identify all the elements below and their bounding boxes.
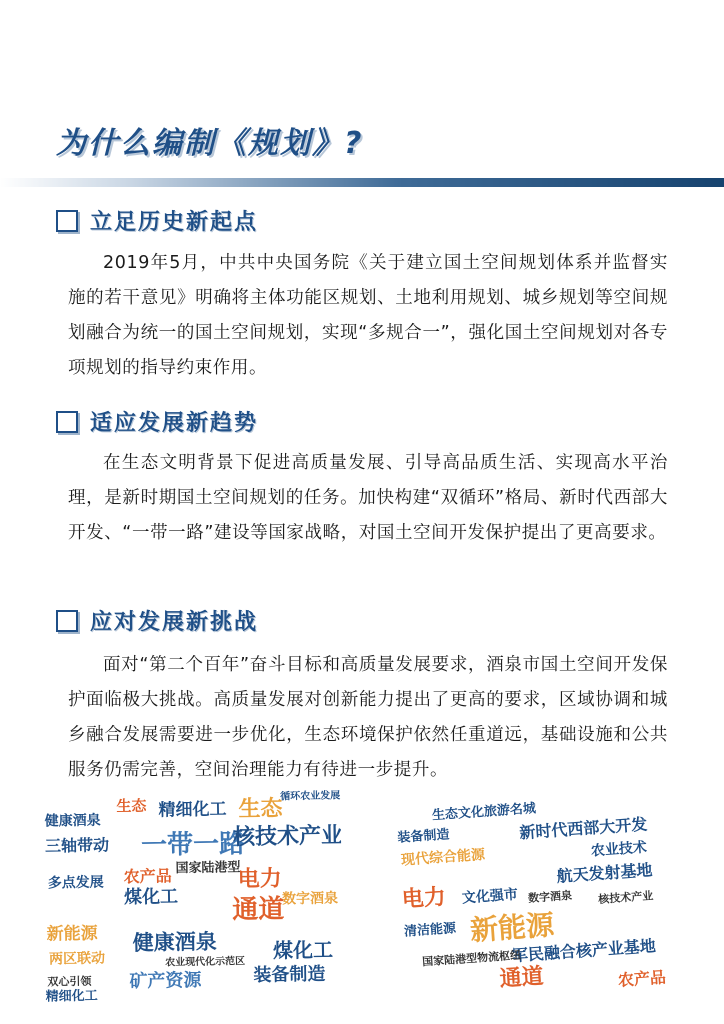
word-cloud-term: 生态 xyxy=(116,796,147,816)
word-cloud-term: 新时代西部大开发 xyxy=(518,814,648,843)
section-paragraph: 面对“第二个百年”奋斗目标和高质量发展要求，酒泉市国土空间开发保护面临极大挑战。高质量发展对创新能力提出了更高的要求，区域协调和城乡融合发展需要进一步优化，生态环境保护依然任重道远，基础设施和公共服务仍需完善，空间治理能力有待进一步提升。 xyxy=(68,655,668,780)
word-cloud-left xyxy=(40,785,344,1008)
word-cloud-term: 矿产资源 xyxy=(129,969,202,993)
word-cloud-term: 新能源 xyxy=(46,923,98,945)
section-header-1 xyxy=(56,205,258,236)
word-cloud-term: 国家陆港型物流枢纽 xyxy=(421,948,522,969)
section-header-2 xyxy=(56,406,258,437)
checkbox-icon xyxy=(56,610,78,632)
word-cloud-term: 精细化工 xyxy=(45,988,98,1005)
word-cloud-term: 健康酒泉 xyxy=(132,929,217,956)
word-cloud-term: 农产品 xyxy=(617,967,667,990)
word-cloud-term: 煤化工 xyxy=(123,886,179,909)
word-cloud-term: 生态 xyxy=(238,796,283,823)
word-cloud-term: 核技术产业 xyxy=(597,889,654,907)
word-cloud-term: 现代综合能源 xyxy=(400,846,486,869)
word-cloud-term: 航天发射基地 xyxy=(555,860,654,886)
section-header-3 xyxy=(56,605,258,636)
word-cloud-term: 新能源 xyxy=(469,908,556,948)
word-cloud-term: 三轴带动 xyxy=(44,835,110,856)
word-cloud-term: 一带一路 xyxy=(140,829,246,861)
section-paragraph: 2019年5月，中共中央国务院《关于建立国土空间规划体系并监督实施的若干意见》明确将主体功能区规划、土地利用规划、城乡规划等空间规划融合为统一的国土空间规划，实现“多规合一”，强化国土空间规划对各专项规划的指导约束作用。 xyxy=(68,253,668,378)
word-cloud-term: 农产品 xyxy=(123,866,172,887)
word-cloud-term: 通道 xyxy=(231,894,285,926)
word-cloud-term: 军民融合核产业基地 xyxy=(511,936,657,966)
word-cloud-term: 核技术产业 xyxy=(232,823,344,851)
word-cloud-term: 清洁能源 xyxy=(403,921,457,940)
checkbox-icon xyxy=(56,411,78,433)
section-title: 应对发展新挑战 xyxy=(90,610,259,635)
word-cloud-term: 精细化工 xyxy=(158,799,227,821)
word-cloud-term: 电力 xyxy=(401,884,447,913)
page-title: 为什么编制《规划》? xyxy=(56,126,364,161)
word-cloud-term: 数字酒泉 xyxy=(281,890,339,908)
word-cloud-term: 双心引领 xyxy=(47,974,92,989)
word-cloud-term: 通道 xyxy=(498,964,545,993)
word-cloud-term: 农业技术 xyxy=(590,839,648,860)
word-cloud-term: 电力 xyxy=(237,866,282,893)
section-paragraph: 在生态文明背景下促进高质量发展、引导高品质生活、实现高水平治理，是新时期国土空间规划的任务。加快构建“双循环”格局、新时代西部大开发、“一带一路”建设等国家战略，对国土空间开发保护提出了更高要求。 xyxy=(68,453,668,543)
section-title: 适应发展新趋势 xyxy=(90,411,259,436)
word-cloud-term: 农业现代化示范区 xyxy=(165,956,246,969)
word-cloud-term: 煤化工 xyxy=(272,937,334,963)
section-title: 立足历史新起点 xyxy=(90,210,259,235)
word-cloud-term: 文化强市 xyxy=(461,886,519,907)
word-cloud-term: 多点发展 xyxy=(47,874,104,892)
word-cloud-term: 两区联动 xyxy=(48,950,106,968)
word-cloud-term: 生态文化旅游名城 xyxy=(431,801,537,824)
word-cloud-term: 健康酒泉 xyxy=(44,812,101,830)
word-cloud-right xyxy=(391,778,694,1016)
word-cloud-term: 数字酒泉 xyxy=(527,888,573,905)
word-cloud-term: 国家陆港型 xyxy=(175,860,241,877)
checkbox-icon xyxy=(56,210,78,232)
word-cloud-term: 循环农业发展 xyxy=(280,790,341,803)
word-cloud-term: 装备制造 xyxy=(397,827,450,846)
word-cloud-term: 装备制造 xyxy=(253,963,326,986)
title-divider-bar xyxy=(0,178,724,187)
